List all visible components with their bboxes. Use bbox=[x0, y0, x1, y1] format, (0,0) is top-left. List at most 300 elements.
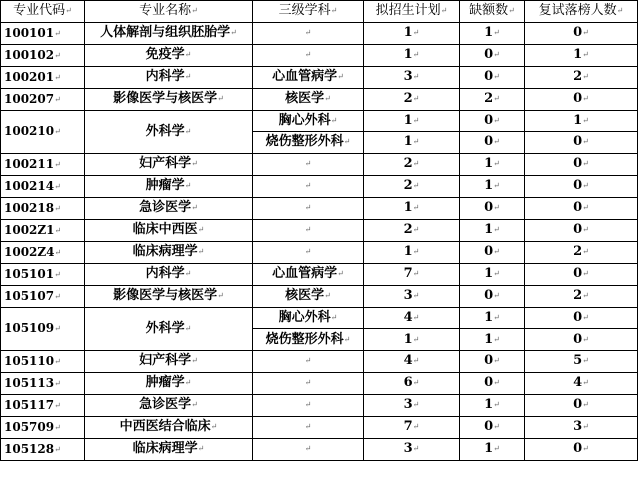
table-row bbox=[1, 66, 638, 88]
cell-shortage bbox=[460, 307, 525, 329]
paragraph-mark: ↵ bbox=[493, 72, 500, 82]
table-row bbox=[1, 219, 638, 241]
cell-name-text: 妇产科学 bbox=[139, 156, 192, 172]
paragraph-mark: ↵ bbox=[582, 269, 589, 279]
paragraph-mark: ↵ bbox=[54, 291, 61, 301]
paragraph-mark: ↵ bbox=[412, 444, 420, 454]
paragraph-mark: ↵ bbox=[582, 28, 589, 38]
paragraph-mark: ↵ bbox=[412, 50, 420, 60]
cell-failed-text: 2 bbox=[573, 288, 583, 304]
paragraph-mark: ↵ bbox=[582, 50, 589, 60]
cell-shortage-text: 0 bbox=[484, 134, 494, 150]
paragraph-mark: ↵ bbox=[54, 225, 62, 235]
cell-plan bbox=[364, 197, 460, 219]
table-row bbox=[1, 241, 638, 263]
cell-subject bbox=[253, 175, 364, 197]
paragraph-mark: ↵ bbox=[191, 400, 198, 410]
cell-subject bbox=[253, 263, 364, 285]
paragraph-mark: ↵ bbox=[493, 115, 500, 125]
paragraph-mark: ↵ bbox=[54, 72, 61, 82]
cell-plan-text: 3 bbox=[403, 69, 413, 85]
paragraph-mark: ↵ bbox=[184, 50, 192, 60]
cell-name-text: 妇产科学 bbox=[139, 353, 192, 369]
cell-plan bbox=[364, 44, 460, 66]
paragraph-mark: ↵ bbox=[493, 400, 500, 410]
paragraph-mark: ↵ bbox=[412, 378, 420, 388]
cell-shortage bbox=[460, 416, 525, 438]
cell-shortage bbox=[460, 197, 525, 219]
cell-shortage-text: 1 bbox=[484, 178, 494, 194]
table-row bbox=[1, 285, 638, 307]
paragraph-mark: ↵ bbox=[54, 444, 61, 454]
cell-name bbox=[85, 241, 253, 263]
cell-plan-text: 7 bbox=[403, 419, 413, 435]
cell-failed bbox=[525, 263, 638, 285]
paragraph-mark: ↵ bbox=[191, 203, 198, 213]
cell-name-text: 外科学 bbox=[145, 320, 185, 336]
cell-code bbox=[1, 372, 85, 394]
header-code: 专业代码↵ bbox=[1, 1, 85, 23]
cell-plan-text: 1 bbox=[403, 331, 413, 347]
cell-plan bbox=[364, 263, 460, 285]
cell-code-text: 100211 bbox=[4, 156, 55, 171]
cell-failed-text: 0 bbox=[573, 156, 583, 172]
cell-failed bbox=[525, 394, 638, 416]
cell-plan-text: 2 bbox=[403, 178, 413, 194]
paragraph-mark: ↵ bbox=[493, 334, 500, 344]
cell-subject bbox=[253, 197, 364, 219]
cell-name bbox=[85, 416, 253, 438]
cell-code bbox=[1, 66, 85, 88]
cell-shortage bbox=[460, 88, 525, 110]
cell-code-text: 100101 bbox=[4, 25, 55, 40]
cell-plan bbox=[364, 372, 460, 394]
cell-failed-text: 1 bbox=[573, 47, 583, 63]
cell-plan bbox=[364, 438, 460, 460]
cell-plan-text: 1 bbox=[403, 244, 413, 260]
paragraph-mark: ↵ bbox=[54, 378, 61, 388]
paragraph-mark: ↵ bbox=[304, 399, 312, 409]
cell-code bbox=[1, 219, 85, 241]
cell-subject bbox=[253, 153, 364, 175]
paragraph-mark: ↵ bbox=[54, 324, 61, 334]
cell-name-text: 急诊医学 bbox=[139, 397, 192, 413]
cell-failed bbox=[525, 241, 638, 263]
paragraph-mark: ↵ bbox=[412, 422, 420, 432]
paragraph-mark: ↵ bbox=[337, 72, 344, 82]
cell-plan bbox=[364, 66, 460, 88]
table-row bbox=[1, 22, 638, 44]
paragraph-mark: ↵ bbox=[493, 137, 500, 147]
table-row bbox=[1, 438, 638, 460]
header-failed: 复试落榜人数↵ bbox=[525, 1, 638, 23]
paragraph-mark: ↵ bbox=[324, 291, 331, 301]
cell-failed bbox=[525, 416, 638, 438]
cell-failed-text: 1 bbox=[573, 112, 583, 128]
cell-name bbox=[85, 66, 253, 88]
cell-subject-text: 烧伤整形外科 bbox=[265, 134, 344, 150]
cell-code bbox=[1, 197, 85, 219]
table-row bbox=[1, 44, 638, 66]
cell-code-text: 100218 bbox=[4, 200, 55, 215]
cell-failed bbox=[525, 66, 638, 88]
cell-shortage bbox=[460, 110, 525, 132]
cell-shortage bbox=[460, 394, 525, 416]
cell-failed bbox=[525, 22, 638, 44]
table-header bbox=[1, 1, 638, 23]
cell-plan bbox=[364, 88, 460, 110]
cell-plan-text: 3 bbox=[403, 441, 413, 457]
cell-plan bbox=[364, 132, 460, 154]
cell-code bbox=[1, 175, 85, 197]
cell-subject bbox=[253, 438, 364, 460]
paragraph-mark: ↵ bbox=[54, 203, 61, 213]
paragraph-mark: ↵ bbox=[582, 181, 589, 191]
cell-subject-text: 心血管病学 bbox=[272, 266, 338, 282]
header-plan: 拟招生计划↵ bbox=[364, 1, 460, 23]
table-row bbox=[1, 350, 638, 372]
paragraph-mark: ↵ bbox=[304, 224, 312, 234]
cell-failed bbox=[525, 285, 638, 307]
cell-plan-text: 7 bbox=[403, 266, 413, 282]
cell-subject-text: 胸心外科 bbox=[278, 310, 331, 326]
cell-shortage bbox=[460, 44, 525, 66]
cell-code bbox=[1, 438, 85, 460]
paragraph-mark: ↵ bbox=[412, 72, 420, 82]
cell-code bbox=[1, 307, 85, 350]
table-row bbox=[1, 175, 638, 197]
paragraph-mark: ↵ bbox=[330, 115, 338, 125]
paragraph-mark: ↵ bbox=[582, 378, 589, 388]
cell-name bbox=[85, 372, 253, 394]
cell-shortage bbox=[460, 372, 525, 394]
cell-plan-text: 3 bbox=[403, 288, 413, 304]
paragraph-mark: ↵ bbox=[330, 313, 338, 323]
paragraph-mark: ↵ bbox=[412, 181, 420, 191]
paragraph-mark: ↵ bbox=[582, 72, 589, 82]
paragraph-mark: ↵ bbox=[412, 356, 420, 366]
paragraph-mark: ↵ bbox=[493, 378, 500, 388]
cell-subject-text: 烧伤整形外科 bbox=[265, 331, 344, 347]
cell-shortage-text: 1 bbox=[484, 222, 494, 238]
paragraph-mark: ↵ bbox=[304, 27, 312, 37]
paragraph-mark: ↵ bbox=[197, 444, 205, 454]
cell-plan-text: 2 bbox=[403, 156, 413, 172]
paragraph-mark: ↵ bbox=[191, 356, 198, 366]
paragraph-mark: ↵ bbox=[412, 28, 420, 38]
cell-subject bbox=[253, 307, 364, 329]
cell-shortage-text: 0 bbox=[484, 419, 494, 435]
cell-code bbox=[1, 416, 85, 438]
cell-failed bbox=[525, 153, 638, 175]
paragraph-mark: ↵ bbox=[54, 159, 61, 169]
cell-failed bbox=[525, 219, 638, 241]
cell-name-text: 内科学 bbox=[145, 266, 185, 282]
header-row bbox=[1, 1, 638, 23]
cell-code-text: 100102 bbox=[4, 47, 55, 62]
paragraph-mark: ↵ bbox=[324, 94, 331, 104]
paragraph-mark: ↵ bbox=[582, 444, 589, 454]
cell-code bbox=[1, 88, 85, 110]
paragraph-mark: ↵ bbox=[582, 94, 589, 104]
cell-code bbox=[1, 153, 85, 175]
paragraph-mark: ↵ bbox=[493, 356, 500, 366]
cell-shortage bbox=[460, 241, 525, 263]
cell-name-text: 急诊医学 bbox=[139, 200, 192, 216]
paragraph-mark: ↵ bbox=[493, 181, 500, 191]
cell-shortage-text: 0 bbox=[484, 353, 494, 369]
cell-name bbox=[85, 110, 253, 153]
paragraph-mark: ↵ bbox=[412, 334, 420, 344]
cell-plan-text: 1 bbox=[403, 25, 413, 41]
paragraph-mark: ↵ bbox=[493, 50, 500, 60]
cell-shortage-text: 2 bbox=[484, 91, 494, 107]
cell-name-text: 外科学 bbox=[145, 123, 185, 139]
cell-shortage-text: 0 bbox=[484, 244, 494, 260]
cell-failed-text: 0 bbox=[573, 91, 583, 107]
cell-plan-text: 1 bbox=[403, 134, 413, 150]
paragraph-mark: ↵ bbox=[54, 28, 61, 38]
paragraph-mark: ↵ bbox=[493, 313, 500, 323]
cell-failed bbox=[525, 372, 638, 394]
paragraph-mark: ↵ bbox=[493, 444, 500, 454]
header-name: 专业名称↵ bbox=[85, 1, 253, 23]
paragraph-mark: ↵ bbox=[304, 246, 312, 256]
paragraph-mark: ↵ bbox=[582, 225, 589, 235]
cell-shortage-text: 1 bbox=[484, 441, 494, 457]
cell-subject bbox=[253, 372, 364, 394]
cell-shortage bbox=[460, 350, 525, 372]
cell-code bbox=[1, 394, 85, 416]
table-row bbox=[1, 197, 638, 219]
paragraph-mark: ↵ bbox=[582, 137, 589, 147]
cell-subject bbox=[253, 394, 364, 416]
cell-shortage-text: 0 bbox=[484, 375, 494, 391]
cell-plan bbox=[364, 241, 460, 263]
paragraph-mark: ↵ bbox=[184, 378, 192, 388]
cell-failed-text: 0 bbox=[573, 222, 583, 238]
cell-failed-text: 0 bbox=[573, 178, 583, 194]
paragraph-mark: ↵ bbox=[184, 323, 192, 333]
paragraph-mark: ↵ bbox=[493, 94, 500, 104]
cell-plan bbox=[364, 110, 460, 132]
cell-shortage bbox=[460, 153, 525, 175]
paragraph-mark: ↵ bbox=[54, 94, 61, 104]
cell-name-text: 临床中西医 bbox=[132, 222, 198, 238]
cell-shortage-text: 1 bbox=[484, 310, 494, 326]
cell-shortage-text: 1 bbox=[484, 331, 494, 347]
cell-plan bbox=[364, 175, 460, 197]
paragraph-mark: ↵ bbox=[197, 225, 205, 235]
paragraph-mark: ↵ bbox=[582, 247, 589, 257]
cell-subject bbox=[253, 416, 364, 438]
cell-subject-text: 胸心外科 bbox=[278, 112, 331, 128]
cell-code bbox=[1, 22, 85, 44]
table-row bbox=[1, 263, 638, 285]
cell-subject-text: 心血管病学 bbox=[272, 69, 338, 85]
paragraph-mark: ↵ bbox=[412, 400, 420, 410]
cell-name-text: 肿瘤学 bbox=[145, 375, 185, 391]
cell-failed-text: 0 bbox=[573, 200, 583, 216]
paragraph-mark: ↵ bbox=[412, 313, 420, 323]
cell-failed-text: 5 bbox=[573, 353, 583, 369]
table-row bbox=[1, 153, 638, 175]
cell-subject-text: 核医学 bbox=[285, 288, 325, 304]
cell-failed bbox=[525, 110, 638, 132]
paragraph-mark: ↵ bbox=[54, 127, 61, 137]
cell-shortage-text: 1 bbox=[484, 25, 494, 41]
table-row bbox=[1, 88, 638, 110]
cell-shortage bbox=[460, 22, 525, 44]
paragraph-mark: ↵ bbox=[582, 159, 589, 169]
paragraph-mark: ↵ bbox=[412, 225, 420, 235]
paragraph-mark: ↵ bbox=[582, 356, 589, 366]
cell-failed-text: 0 bbox=[573, 25, 583, 41]
paragraph-mark: ↵ bbox=[337, 269, 344, 279]
paragraph-mark: ↵ bbox=[217, 291, 224, 301]
cell-failed-text: 0 bbox=[573, 266, 583, 282]
cell-name bbox=[85, 350, 253, 372]
cell-name-text: 人体解剖与组织胚胎学 bbox=[100, 25, 231, 41]
cell-shortage-text: 0 bbox=[484, 47, 494, 63]
cell-subject bbox=[253, 329, 364, 351]
cell-name bbox=[85, 219, 253, 241]
cell-plan bbox=[364, 416, 460, 438]
cell-name bbox=[85, 22, 253, 44]
cell-failed-text: 4 bbox=[573, 375, 583, 391]
cell-failed bbox=[525, 350, 638, 372]
cell-code-text: 105107 bbox=[4, 288, 55, 303]
table-row bbox=[1, 372, 638, 394]
cell-failed-text: 0 bbox=[573, 441, 583, 457]
paragraph-mark: ↵ bbox=[582, 422, 589, 432]
cell-failed-text: 3 bbox=[573, 419, 583, 435]
cell-shortage bbox=[460, 263, 525, 285]
cell-plan-text: 1 bbox=[403, 112, 413, 128]
paragraph-mark: ↵ bbox=[343, 334, 351, 344]
cell-failed bbox=[525, 197, 638, 219]
paragraph-mark: ↵ bbox=[184, 181, 192, 191]
paragraph-mark: ↵ bbox=[493, 225, 500, 235]
cell-shortage-text: 1 bbox=[484, 397, 494, 413]
cell-name-text: 肿瘤学 bbox=[145, 178, 185, 194]
header-shortage: 缺额数↵ bbox=[460, 1, 525, 23]
cell-shortage-text: 0 bbox=[484, 288, 494, 304]
cell-failed bbox=[525, 44, 638, 66]
cell-plan-text: 6 bbox=[403, 375, 413, 391]
table-row bbox=[1, 307, 638, 329]
paragraph-mark: ↵ bbox=[582, 203, 589, 213]
paragraph-mark: ↵ bbox=[412, 269, 420, 279]
cell-subject bbox=[253, 44, 364, 66]
cell-failed-text: 2 bbox=[573, 69, 583, 85]
cell-failed-text: 0 bbox=[573, 134, 583, 150]
cell-plan-text: 4 bbox=[403, 310, 413, 326]
paragraph-mark: ↵ bbox=[493, 422, 500, 432]
table-row bbox=[1, 110, 638, 132]
cell-code-text: 1002Z1 bbox=[4, 222, 55, 237]
cell-subject bbox=[253, 132, 364, 154]
cell-code-text: 100214 bbox=[4, 178, 55, 193]
paragraph-mark: ↵ bbox=[217, 94, 224, 104]
paragraph-mark: ↵ bbox=[304, 158, 312, 168]
cell-shortage-text: 0 bbox=[484, 69, 494, 85]
paragraph-mark: ↵ bbox=[54, 400, 61, 410]
cell-name bbox=[85, 263, 253, 285]
cell-shortage bbox=[460, 285, 525, 307]
cell-subject bbox=[253, 219, 364, 241]
paragraph-mark: ↵ bbox=[412, 291, 420, 301]
cell-code-text: 105109 bbox=[4, 321, 55, 336]
cell-code bbox=[1, 263, 85, 285]
paragraph-mark: ↵ bbox=[197, 247, 205, 257]
paragraph-mark: ↵ bbox=[304, 355, 312, 365]
cell-code bbox=[1, 44, 85, 66]
cell-plan bbox=[364, 219, 460, 241]
cell-failed-text: 0 bbox=[573, 397, 583, 413]
cell-code-text: 105101 bbox=[4, 266, 55, 281]
paragraph-mark: ↵ bbox=[54, 269, 61, 279]
paragraph-mark: ↵ bbox=[54, 422, 61, 432]
cell-code-text: 100210 bbox=[4, 124, 55, 139]
cell-plan-text: 2 bbox=[403, 91, 413, 107]
cell-shortage bbox=[460, 219, 525, 241]
table-row bbox=[1, 394, 638, 416]
cell-code-text: 105117 bbox=[4, 397, 55, 412]
paragraph-mark: ↵ bbox=[184, 72, 192, 82]
cell-subject bbox=[253, 88, 364, 110]
cell-name bbox=[85, 44, 253, 66]
cell-shortage bbox=[460, 438, 525, 460]
cell-failed bbox=[525, 307, 638, 329]
cell-shortage-text: 1 bbox=[484, 156, 494, 172]
cell-plan bbox=[364, 350, 460, 372]
cell-subject bbox=[253, 241, 364, 263]
paragraph-mark: ↵ bbox=[304, 421, 312, 431]
cell-name-text: 临床病理学 bbox=[132, 244, 198, 260]
paragraph-mark: ↵ bbox=[493, 159, 500, 169]
cell-name bbox=[85, 88, 253, 110]
table-body bbox=[1, 22, 638, 460]
paragraph-mark: ↵ bbox=[582, 291, 589, 301]
paragraph-mark: ↵ bbox=[304, 202, 312, 212]
cell-code-text: 1002Z4 bbox=[4, 244, 55, 259]
cell-plan-text: 4 bbox=[403, 353, 413, 369]
cell-subject-text: 核医学 bbox=[285, 91, 325, 107]
cell-code bbox=[1, 110, 85, 153]
paragraph-mark: ↵ bbox=[343, 137, 351, 147]
paragraph-mark: ↵ bbox=[493, 203, 500, 213]
cell-failed bbox=[525, 132, 638, 154]
cell-plan bbox=[364, 307, 460, 329]
cell-name-text: 免疫学 bbox=[145, 47, 185, 63]
cell-code-text: 105113 bbox=[4, 375, 55, 390]
cell-subject bbox=[253, 22, 364, 44]
table-row bbox=[1, 416, 638, 438]
cell-failed bbox=[525, 88, 638, 110]
paragraph-mark: ↵ bbox=[230, 28, 237, 38]
paragraph-mark: ↵ bbox=[54, 356, 61, 366]
header-subject: 三级学科↵ bbox=[253, 1, 364, 23]
cell-shortage-text: 1 bbox=[484, 266, 494, 282]
paragraph-mark: ↵ bbox=[412, 159, 420, 169]
cell-code bbox=[1, 241, 85, 263]
cell-shortage bbox=[460, 132, 525, 154]
paragraph-mark: ↵ bbox=[493, 28, 500, 38]
cell-subject bbox=[253, 110, 364, 132]
paragraph-mark: ↵ bbox=[412, 115, 420, 125]
cell-code-text: 100201 bbox=[4, 69, 55, 84]
